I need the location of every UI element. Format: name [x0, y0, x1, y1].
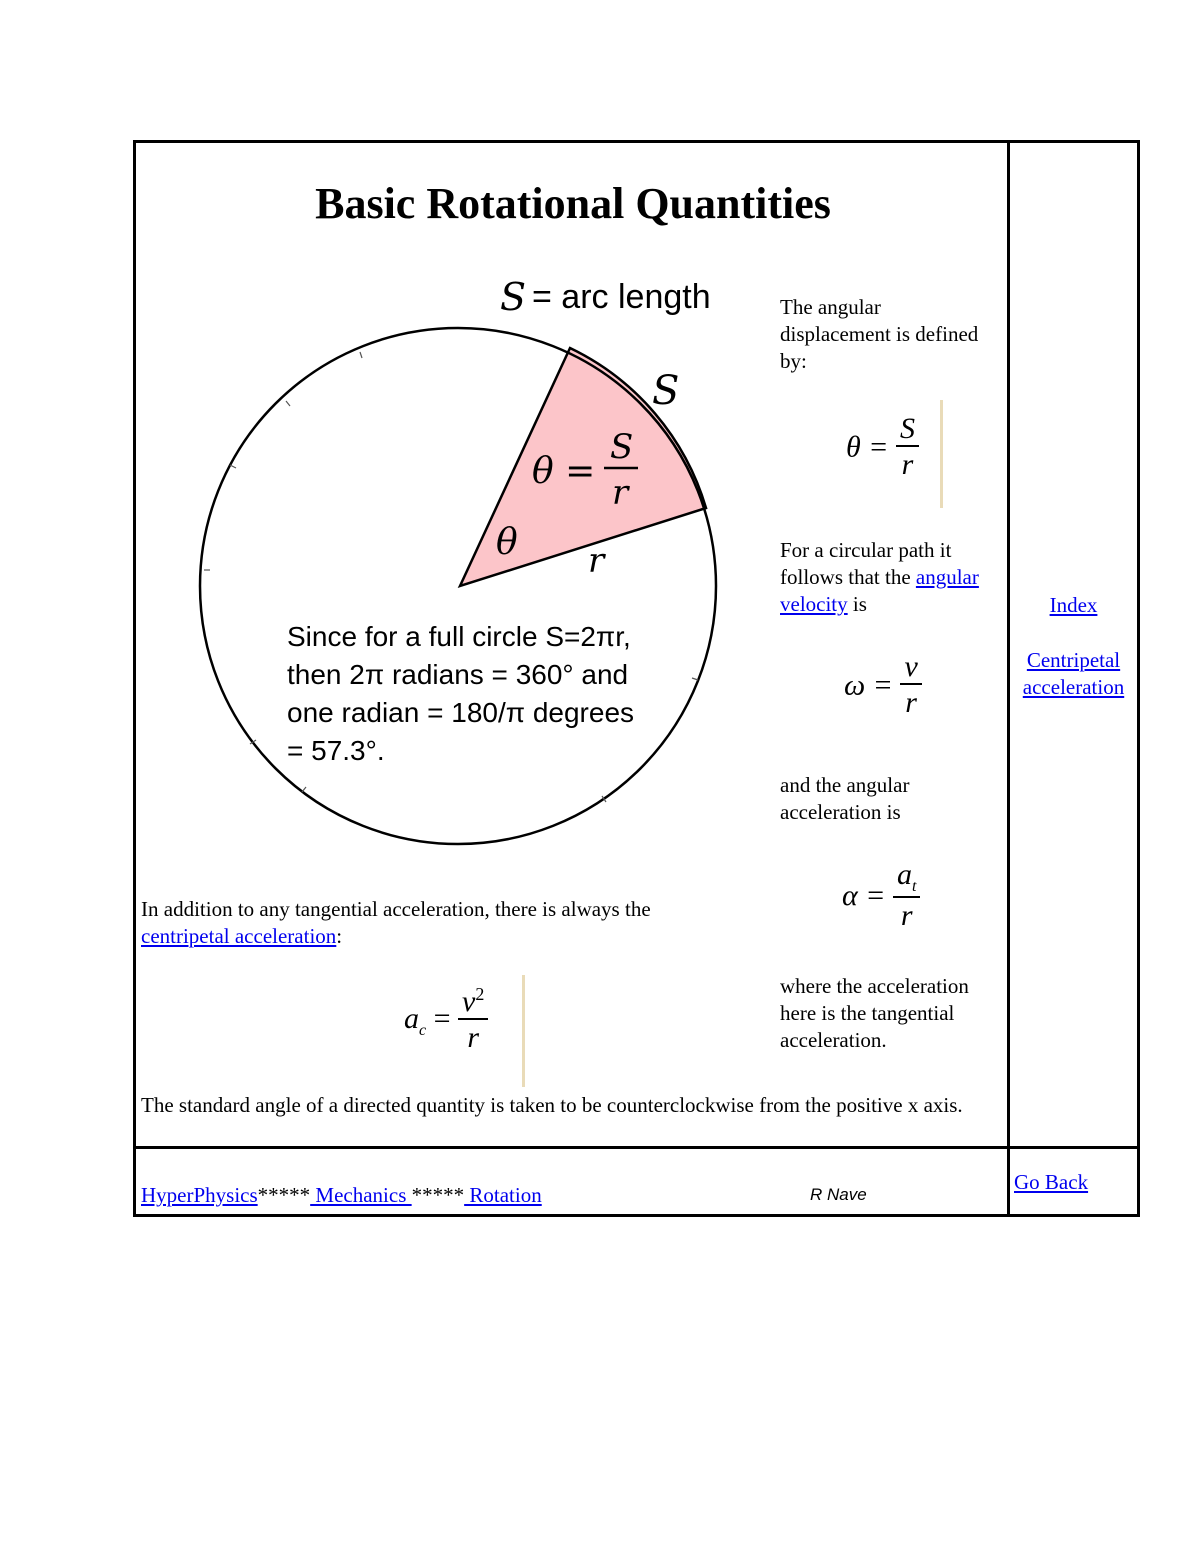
eq1-num: S: [896, 412, 919, 447]
mechanics-link[interactable]: Mechanics: [310, 1183, 412, 1207]
eq4-num-sup: 2: [475, 984, 485, 1004]
eq4-num-wrap: [458, 985, 488, 1020]
eq-angular-displacement: [846, 412, 919, 483]
tangential-note: [780, 973, 1005, 1054]
hyperphysics-link[interactable]: HyperPhysics: [141, 1183, 258, 1207]
theta-symbol: θ: [496, 522, 518, 563]
footer-sep-1: *****: [257, 1183, 311, 1207]
sector-eq-den: r: [612, 473, 629, 513]
note-line-1: Since for a full circle S=2πr,: [287, 621, 631, 652]
eq1-fraction: [896, 412, 919, 483]
eq-angular-velocity: [844, 650, 922, 721]
centripetal-sidebar-link-1[interactable]: Centripetal: [1026, 648, 1121, 672]
arc-symbol: S: [652, 368, 680, 414]
go-back-link[interactable]: Go Back: [1014, 1170, 1089, 1194]
sector-eq-lhs: θ =: [532, 451, 596, 492]
eq4-lhs: a: [404, 1001, 419, 1035]
circular-intro-text: For a circular path it follows that the: [780, 538, 952, 589]
radius-symbol: r: [588, 541, 605, 581]
angular-acc-text: and the angular acceleration is: [780, 773, 910, 824]
rotation-diagram: [190, 270, 750, 860]
centripetal-intro-text: In addition to any tangential acceleration, there is always the: [141, 897, 651, 921]
angular-displacement-text: The angular displacement is defined by:: [780, 295, 979, 373]
standard-angle-note: [141, 1092, 1001, 1119]
arc-label-text: = arc length: [532, 278, 711, 316]
index-link[interactable]: Index: [1049, 593, 1098, 617]
eq4-num: v: [462, 985, 476, 1018]
note-line-4: = 57.3°.: [287, 735, 385, 766]
sidebar: [1010, 592, 1137, 701]
footer-divider: [133, 1146, 1140, 1149]
rotation-link[interactable]: Rotation: [464, 1183, 542, 1207]
centripetal-colon: :: [336, 924, 343, 948]
eq3-num-sub: t: [912, 878, 917, 895]
eq2-lhs: ω =: [844, 668, 893, 702]
angular-velocity-link[interactable]: angular velocity: [780, 565, 979, 616]
eq3-lhs: α =: [842, 878, 886, 912]
footer-sep-2: *****: [411, 1183, 465, 1207]
eq4-equals: =: [433, 1001, 451, 1035]
eq-angular-acceleration: [842, 858, 920, 934]
note-line-3: one radian = 180/π degrees: [287, 697, 635, 728]
eq2-fraction: [900, 650, 921, 721]
centripetal-acceleration-link[interactable]: centripetal acceleration: [141, 924, 337, 948]
eq1-marker: [940, 400, 943, 508]
footer-breadcrumb: [141, 1182, 741, 1209]
eq1-lhs: θ =: [846, 430, 889, 464]
eq4-lhs-wrap: [404, 1001, 451, 1039]
page-title: Basic Rotational Quantities: [315, 179, 831, 228]
tangential-note-text: where the acceleration here is the tangential acceleration.: [780, 974, 969, 1052]
author-signature: R Nave: [810, 1185, 867, 1204]
sector-eq-num: S: [610, 427, 634, 467]
eq4-marker: [522, 975, 525, 1087]
go-back-cell: [1014, 1169, 1088, 1196]
eq4-fraction: [458, 985, 488, 1056]
angular-acceleration-intro: [780, 772, 980, 826]
eq1-den: r: [901, 448, 914, 481]
note-line-2: then 2π radians = 360° and: [287, 659, 629, 690]
eq-centripetal: [404, 985, 488, 1056]
eq2-num: v: [900, 650, 921, 685]
centripetal-sidebar-link-2[interactable]: acceleration: [1022, 675, 1125, 699]
eq3-fraction: [893, 858, 920, 934]
standard-angle-text: The standard angle of a directed quantity is taken to be counterclockwise from the positive x axis.: [141, 1093, 963, 1117]
centripetal-intro: [141, 896, 701, 950]
eq3-num: a: [897, 858, 912, 891]
eq3-num-wrap: [893, 858, 920, 898]
arc-label-symbol: S: [500, 275, 527, 319]
eq4-den: r: [467, 1021, 480, 1054]
eq2-den: r: [905, 686, 917, 719]
circular-intro-end: is: [852, 592, 867, 616]
eq3-den: r: [900, 898, 913, 932]
eq4-lhs-sub: c: [419, 1021, 427, 1039]
circular-path-intro: [780, 537, 1000, 618]
angular-displacement-intro: [780, 294, 980, 375]
circle-note: [287, 621, 634, 766]
